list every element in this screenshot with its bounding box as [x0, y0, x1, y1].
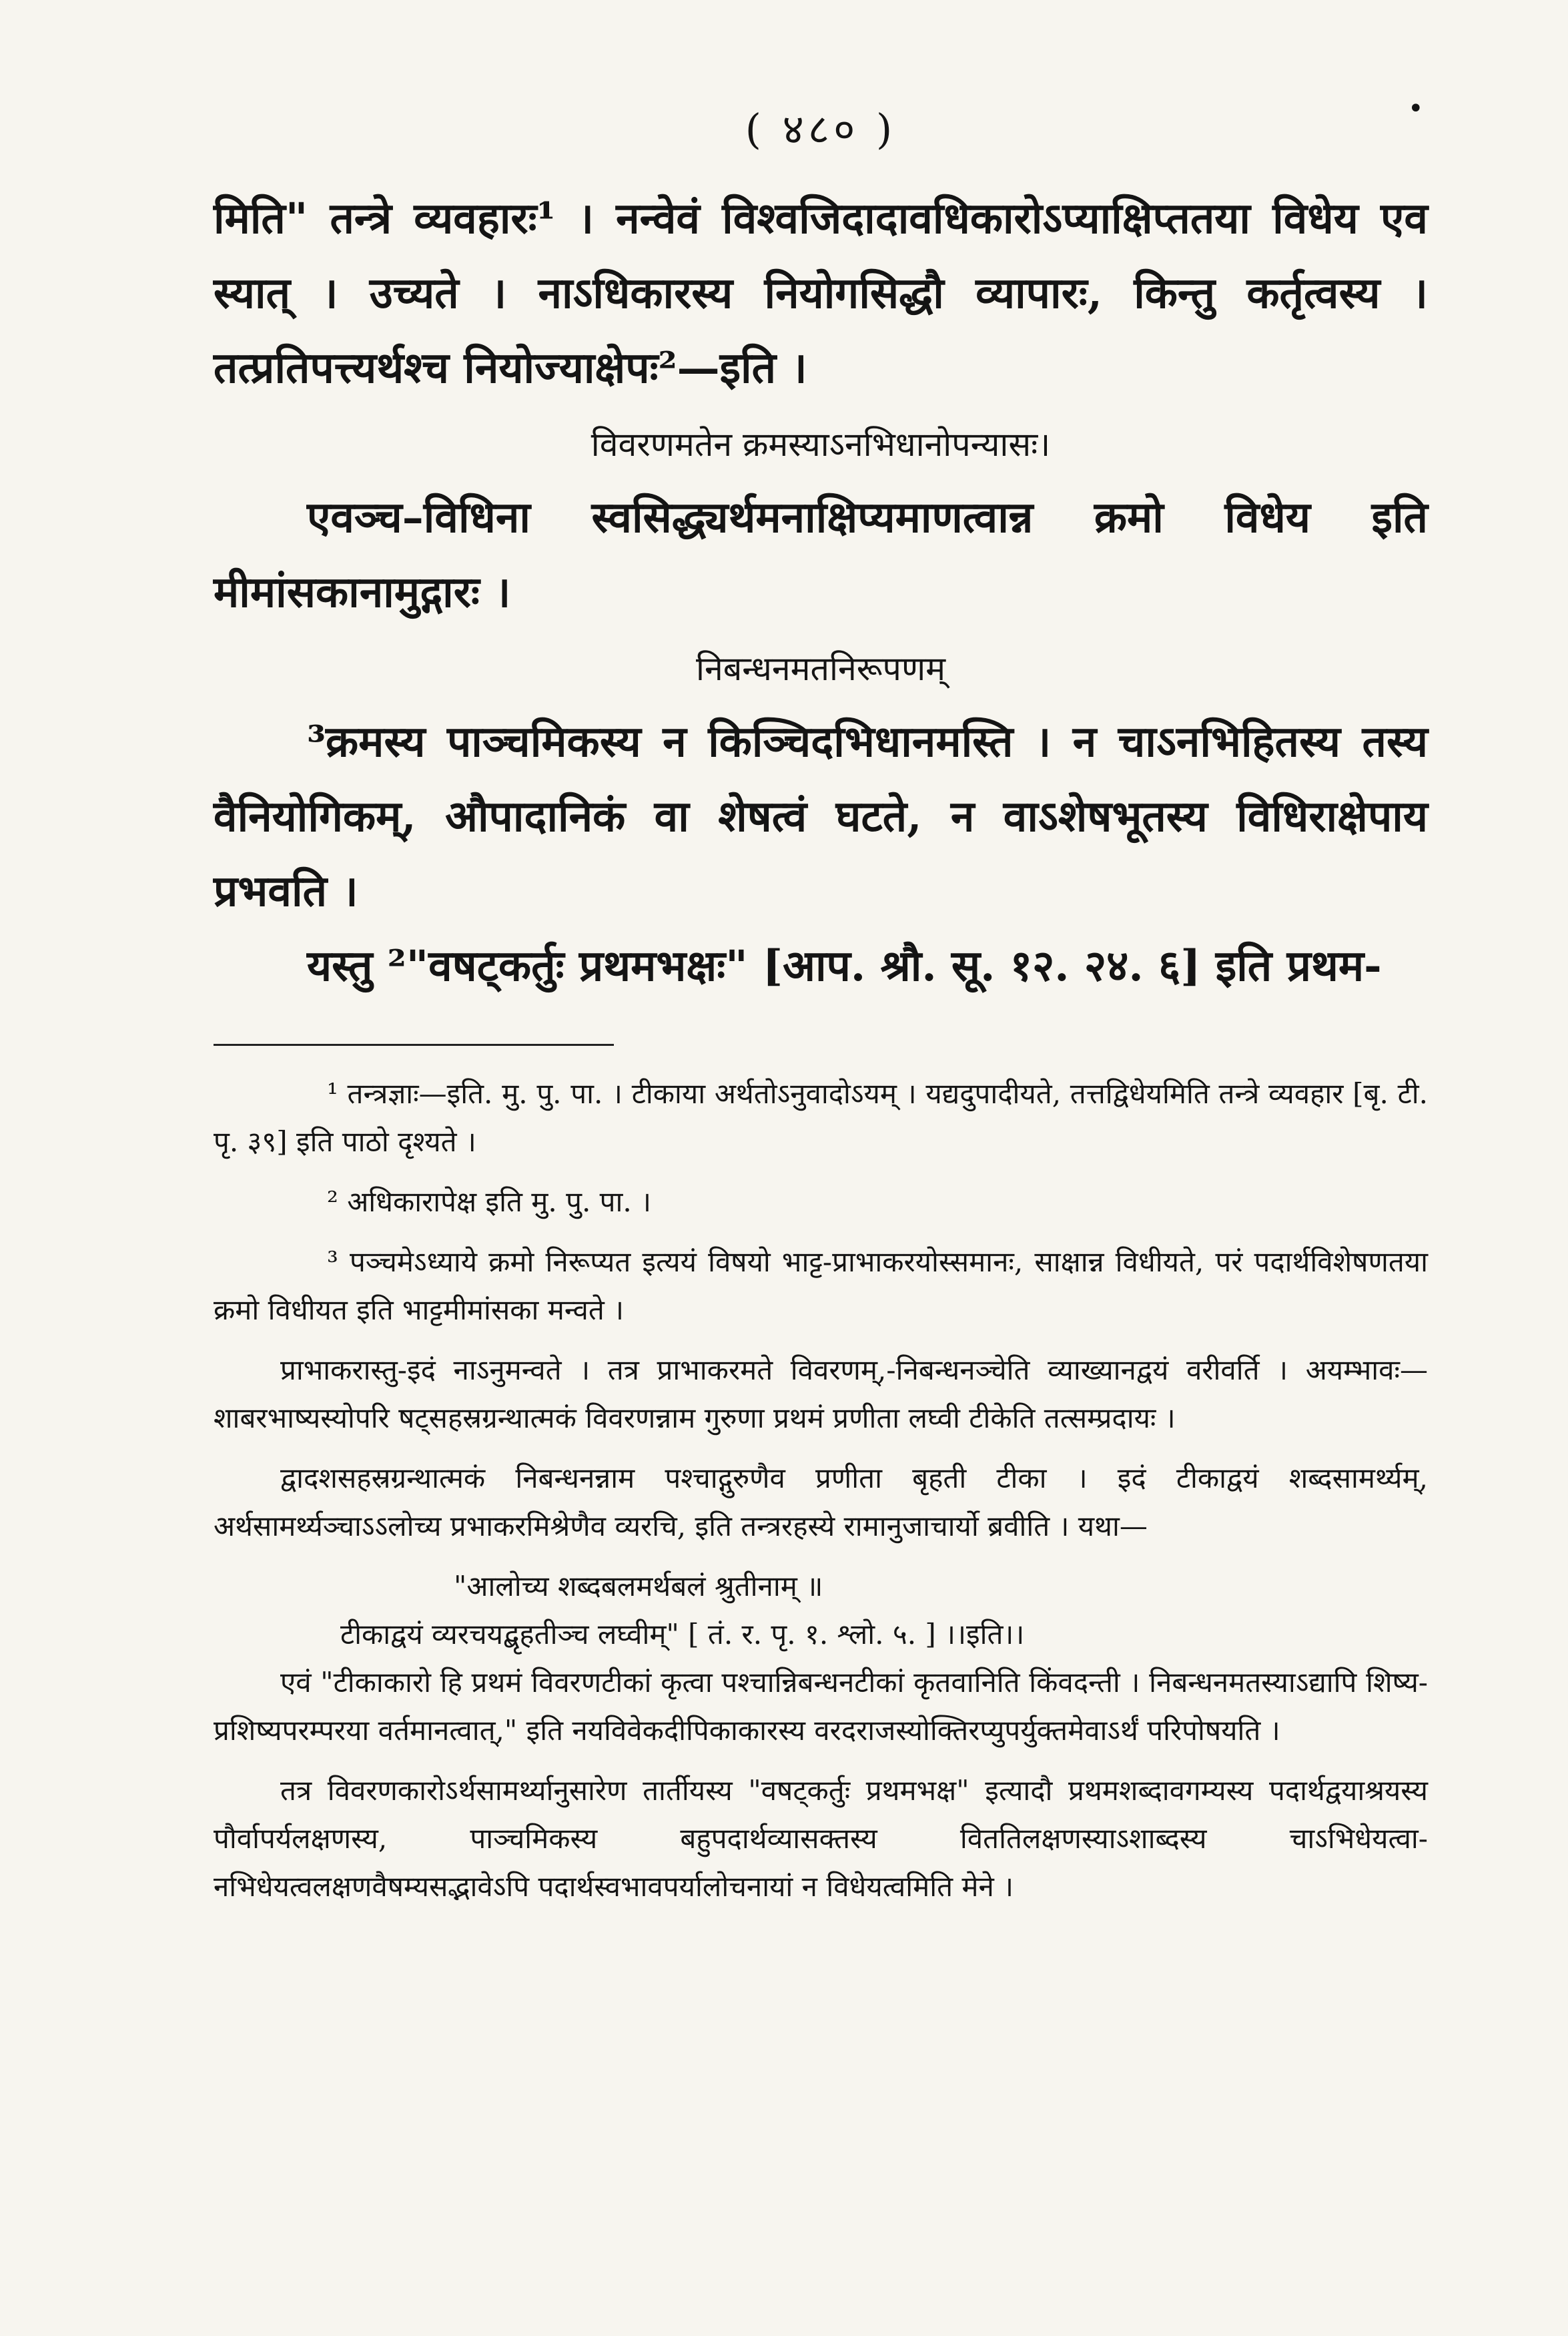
footnote-3-part-2: प्राभाकरास्तु-इदं नाऽनुमन्वते । तत्र प्राभाकरमते विवरणम्,-निबन्धनञ्चेति व्याख्यानद्वयं वरीवर्ति । अयम्भावः—शाबरभाष्यस्योपरि षट्सहस्रग्रन्थात्मकं विवरणन्नाम गुरुणा प्रथमं प्रणीता लघ्वी टीकेति तत्सम्प्रदायः । [214, 1354, 1428, 1434]
page-number: ( ४८० ) [745, 105, 897, 154]
footnote-divider [214, 1044, 614, 1046]
footnote-1: ¹ तन्त्रज्ञाः—इति. मु. पु. पा. । टीकाया अर्थतोऽनुवादोऽयम् । यद्यदुपादीयते, तत्तद्विधेयमिति तन्त्रे व्यवहार [बृ. टी. पृ. ३९] इति पाठो दृश्यते । [214, 1077, 1428, 1158]
main-paragraph-4: यस्तु ²"वषट्कर्तुः प्रथमभक्षः" [आप. श्रौ. सू. १२. २४. ६] इति प्रथम- [307, 941, 1382, 991]
main-paragraph-2: एवञ्च–विधिना स्वसिद्ध्यर्थमनाक्षिप्यमाणत्वान्न क्रमो विधेय इति मीमांसकानामुद्गारः । [214, 493, 1428, 617]
footnote-3-part-4: एवं "टीकाकारो हि प्रथमं विवरणटीकां कृत्वा पश्चान्निबन्धनटीकां कृतवानिति किंवदन्ती । निबन्धनमतस्याऽद्यापि शिष्य-प्रशिष्यपरम्परया वर्तमानत्वात्," इति नयविवेकदीपिकाकारस्य वरदराजस्योक्तिरप्युपर्युक्तमेवाऽर्थं परिपोषयति । [214, 1666, 1428, 1747]
section-heading-nibandhana: निबन्धनमतनिरूपणम् [696, 649, 945, 688]
footnote-3-part-1: ³ पञ्चमेऽध्याये क्रमो निरूप्यत इत्ययं विषयो भाट्ट-प्राभाकरयोस्समानः, साक्षान्न विधीयते, परं पदार्थविशेषणतया क्रमो विधीयत इति भाट्टमीमांसका मन्वते । [214, 1245, 1428, 1326]
corner-mark: • [1408, 93, 1424, 124]
main-paragraph-3: ³क्रमस्य पाञ्चमिकस्य न किञ्चिदभिधानमस्ति । न चाऽनभिहितस्य तस्य वैनियोगिकम्, औपादानिकं वा शेषत्वं घटते, न वाऽशेषभूतस्य विधिराक्षेपाय प्रभवति । [214, 717, 1428, 916]
main-paragraph-1: मिति" तन्त्रे व्यवहारः¹ । नन्वेवं विश्वजिदादावधिकारोऽप्याक्षिप्ततया विधेय एव स्यात् । उच्यते । नाऽधिकारस्य नियोगसिद्धौ व्यापारः, किन्तु कर्तृत्वस्य । तत्प्रतिपत्त्यर्थश्च नियोज्याक्षेपः²—इति । [214, 194, 1428, 393]
verse-line-2: टीकाद्वयं व्यरचयद्बृहतीञ्च लघ्वीम्" [ तं. र. पृ. १. श्लो. ५. ] ।।इति।। [340, 1618, 1025, 1651]
footnote-3-part-3: द्वादशसहस्रग्रन्थात्मकं निबन्धनन्नाम पश्चाद्गुरुणैव प्रणीता बृहती टीका । इदं टीकाद्वयं शब्दसामर्थ्यम्, अर्थसामर्थ्यञ्चाऽऽलोच्य प्रभाकरमिश्रेणैव व्यरचि, इति तन्त्ररहस्ये रामानुजाचार्यो ब्रवीति । यथा— [214, 1462, 1428, 1542]
page [214, 93, 1428, 1923]
footnote-2: ² अधिकारापेक्ष इति मु. पु. पा. । [327, 1185, 652, 1218]
footnote-3-part-5: तत्र विवरणकारोऽर्थसामर्थ्यानुसारेण तार्तीयस्य "वषट्कर्तुः प्रथमभक्ष" इत्यादौ प्रथमशब्दावगम्यस्य पदार्थद्वयाश्रयस्य पौर्वापर्यलक्षणस्य, पाञ्चमिकस्य बहुपदार्थव्यासक्तस्य विततिलक्षणस्याऽशाब्दस्य चाऽभिधेयत्वा-नभिधेयत्वलक्षणवैषम्यसद्भावेऽपि पदार्थस्वभावपर्यालोचनायां न विधेयत्वमिति मेने । [214, 1774, 1428, 1903]
section-heading-vivarana: विवरणमतेन क्रमस्याऽनभिधानोपन्यासः। [591, 425, 1051, 464]
verse-line-1: "आलोच्य शब्दबलमर्थबलं श्रुतीनाम् ॥ [454, 1570, 823, 1602]
